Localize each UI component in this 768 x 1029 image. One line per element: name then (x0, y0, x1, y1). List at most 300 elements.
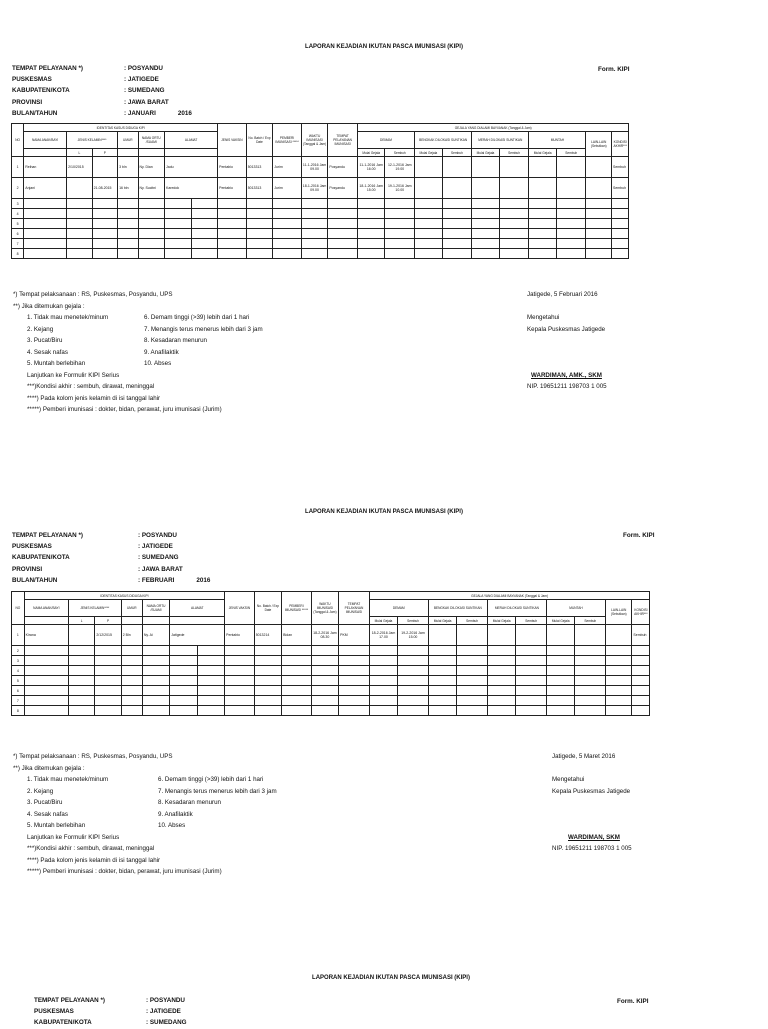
cell-alamat: Karedok (165, 178, 218, 199)
cell-lahir-p: 21-08-2015 (92, 178, 118, 199)
table-row (12, 686, 677, 696)
table-row (12, 696, 677, 706)
cell-empty (165, 239, 192, 249)
cell-empty (218, 239, 247, 249)
cell-empty (121, 676, 142, 686)
cell-empty (273, 239, 302, 249)
alamat-sub-blank (170, 617, 225, 625)
cell-empty (218, 199, 247, 209)
cell-empty (246, 239, 273, 249)
cell-empty (197, 646, 224, 656)
symptom-item: 2. Kejang (27, 787, 54, 795)
header-label: PROVINSI (12, 98, 43, 106)
cell-empty (556, 239, 586, 249)
form-code: Form. KIPI (617, 998, 649, 1005)
cell-empty (428, 696, 456, 706)
cell-empty (311, 656, 338, 666)
symptom-item: 7. Menangis terus menerus lebih dari 3 jam (158, 787, 277, 795)
cell-empty (499, 157, 529, 178)
cell-kondisi: Sembuh (632, 625, 650, 646)
cell-empty (118, 229, 138, 239)
symptom-item: 4. Sesak nafas (27, 810, 68, 818)
cell-empty (138, 249, 165, 259)
cell-empty (328, 229, 358, 239)
cell-empty (246, 209, 273, 219)
cell-empty (556, 229, 586, 239)
cell-empty (385, 249, 415, 259)
mulai-gejala-header: Mulai Gejala (472, 149, 500, 157)
cell-empty (95, 646, 121, 656)
cell-empty (357, 229, 385, 239)
cell-no: 6 (12, 229, 24, 239)
cell-empty (68, 676, 94, 686)
col-p-header: P (95, 617, 121, 625)
cell-empty (457, 696, 488, 706)
cell-empty (606, 696, 632, 706)
cell-empty (457, 656, 488, 666)
cell-empty (191, 239, 218, 249)
cell-no: 1 (12, 625, 25, 646)
note-tempat: *) Tempat pelaksanaan : RS, Puskesmas, Posyandu, UPS (13, 753, 173, 760)
cell-empty (472, 157, 500, 178)
cell-no: 8 (12, 706, 25, 716)
cell-alamat: Jadu (165, 157, 218, 178)
cell-empty (218, 249, 247, 259)
ortu-sub-blank (138, 149, 165, 157)
cell-demam-mulai: 18-1-2016 Jam 15.00 (357, 178, 385, 199)
cell-ortu: Ny. Sucitni (138, 178, 165, 199)
table-row (12, 676, 677, 686)
note-kondisi: ***)Kondisi akhir : sembuh, dirawat, meninggal (27, 845, 155, 852)
cell-empty (499, 199, 529, 209)
cell-empty (357, 219, 385, 229)
header-label: PUSKESMAS (12, 76, 52, 84)
sembuh-header: Sembuh (556, 149, 586, 157)
table-row (12, 219, 655, 229)
cell-empty (118, 209, 138, 219)
cell-empty (24, 686, 68, 696)
header-label: BULAN/TAHUN (12, 109, 58, 117)
umur-sub-blank (121, 617, 142, 625)
cell-empty (191, 209, 218, 219)
signer-nip: NIP. 19651211 198703 1 005 (527, 383, 607, 390)
cell-empty (339, 676, 370, 686)
cell-empty (92, 199, 118, 209)
col-batch-header: No. Batch / Exp Date (254, 592, 281, 625)
cell-empty (499, 239, 529, 249)
cell-empty (197, 656, 224, 666)
note-jenis-kelamin: ****) Pada kolom jenis kelamin di isi tanggal lahir (27, 394, 161, 402)
header-label: KABUPATEN/KOTA (12, 87, 70, 95)
cell-no: 7 (12, 696, 25, 706)
mengetahui: Mengetahui (527, 314, 560, 321)
table-row (12, 178, 655, 199)
cell-no: 1 (12, 157, 24, 178)
kipi-table (11, 123, 655, 259)
cell-empty (457, 646, 488, 656)
cell-empty (398, 646, 429, 656)
form-code: Form. KIPI (598, 66, 630, 73)
cell-empty (339, 696, 370, 706)
cell-empty (357, 209, 385, 219)
cell-empty (575, 706, 606, 716)
symptom-item: 10. Abses (158, 822, 186, 829)
col-ortu-header: NAMA ORTU /SUAMI (142, 600, 169, 617)
table-row (12, 656, 677, 666)
report-title: LAPORAN KEJADIAN IKUTAN PASCA IMUNISASI (KIPI) (305, 44, 463, 50)
cell-no: 2 (12, 646, 25, 656)
cell-empty (95, 686, 121, 696)
symptom-item: 5. Muntah berlebihan (27, 822, 86, 829)
cell-demam-mulai: 18-2-2016 Jam 17.00 (369, 625, 397, 646)
cell-empty (197, 696, 224, 706)
symptom-item: 10. Abses (144, 360, 172, 367)
cell-empty (301, 219, 328, 229)
cell-empty (415, 219, 443, 229)
cell-no: 4 (12, 666, 25, 676)
cell-empty (121, 706, 142, 716)
sembuh-header: Sembuh (499, 149, 529, 157)
cell-empty (369, 646, 397, 656)
header-value: : SUMEDANG (124, 87, 165, 95)
cell-empty (472, 239, 500, 249)
ortu-sub-blank (142, 617, 169, 625)
header-value: : JAWA BARAT (138, 565, 183, 573)
cell-empty (197, 676, 224, 686)
cell-empty (197, 706, 224, 716)
header-value: : JATIGEDE (124, 76, 159, 84)
cell-batch: 5013313 (246, 178, 273, 199)
cell-empty (516, 625, 547, 646)
cell-empty (428, 656, 456, 666)
cell-empty (118, 199, 138, 209)
gejala-header: GEJALA YANG DIALAMI BAYI/ANAK (Tanggal & Jam) (357, 124, 628, 132)
cell-empty (68, 696, 94, 706)
cell-empty (487, 706, 515, 716)
cell-batch: 5013313 (246, 157, 273, 178)
cell-empty (546, 646, 574, 656)
cell-empty (369, 696, 397, 706)
cell-ortu: Ny. Ai (142, 625, 169, 646)
umur-sub-blank (118, 149, 138, 157)
header-value: : POSYANDU (138, 532, 177, 539)
cell-empty (67, 249, 93, 259)
mulai-gejala-header: Mulai Gejala (487, 617, 515, 625)
cell-empty (142, 696, 169, 706)
cell-empty (632, 656, 650, 666)
cell-vaksin: Pentabio (225, 625, 255, 646)
cell-empty (138, 229, 165, 239)
table-row (12, 625, 677, 646)
cell-empty (499, 219, 529, 229)
note-pemberi: *****) Pemberi imunisasi : dokter, bidan, perawat, juru imunisasi (Jurim) (27, 868, 222, 875)
cell-empty (611, 239, 628, 249)
cell-tempat: Posyandu (328, 178, 358, 199)
symptom-item: 4. Sesak nafas (27, 348, 68, 356)
col-demam-header: DEMAM (357, 132, 414, 149)
cell-lahir-p: 2/12/2015 (95, 625, 121, 646)
cell-empty (339, 656, 370, 666)
cell-umur: 3 bln (118, 157, 138, 178)
cell-kondisi: Sembuh (611, 178, 628, 199)
cell-empty (24, 656, 68, 666)
cell-pemberi: Jurim (273, 157, 302, 178)
cell-empty (586, 157, 612, 178)
table-row (12, 199, 655, 209)
header-value: : JAWA BARAT (124, 98, 169, 106)
cell-waktu: 18-1-2016 Jam 09.00 (301, 178, 328, 199)
cell-empty (170, 686, 197, 696)
cell-empty (442, 229, 472, 239)
cell-empty (586, 229, 612, 239)
symptom-item: 2. Kejang (27, 325, 54, 333)
table-row (12, 706, 677, 716)
cell-empty (24, 209, 67, 219)
col-bengkak-header: BENGKAK DILOKASI SUNTIKAN (415, 132, 472, 149)
header-label: TEMPAT PELAYANAN *) (12, 65, 84, 72)
signature-block (527, 289, 607, 393)
col-merah-header: MERAH DILOKASI SUNTIKAN (472, 132, 529, 149)
alamat-sub-blank (165, 149, 218, 157)
cell-empty (339, 646, 370, 656)
cell-demam-sembuh: 19-1-2016 Jam 10.00 (385, 178, 415, 199)
cell-empty (442, 209, 472, 219)
col-lain-header: LAIN-LAIN (Sebutkan) (606, 600, 632, 625)
cell-empty (632, 686, 650, 696)
col-pemberi-header: PEMBERI IMUNISASI ***** (273, 124, 302, 157)
col-batch-header: No. Batch / Exp Date (246, 124, 273, 157)
col-vaksin-header: JENIS VAKSIN (218, 124, 247, 157)
col-tempat-header: TEMPAT PELAYANAN IMUNISASI (339, 592, 370, 625)
cell-empty (575, 646, 606, 656)
mulai-gejala-header: Mulai Gejala (415, 149, 443, 157)
cell-empty (632, 696, 650, 706)
table-row (12, 666, 677, 676)
cell-empty (442, 178, 472, 199)
cell-empty (24, 666, 68, 676)
cell-nama: Kirana (24, 625, 68, 646)
notes-section (13, 289, 263, 416)
symptom-item: 1. Tidak mau menetek/minum (27, 314, 109, 321)
cell-empty (546, 625, 574, 646)
cell-empty (428, 666, 456, 676)
note-pemberi: *****) Pemberi imunisasi : dokter, bidan, perawat, juru imunisasi (Jurim) (27, 406, 222, 413)
cell-empty (487, 676, 515, 686)
cell-empty (67, 199, 93, 209)
cell-tempat: Posyandu (328, 157, 358, 178)
cell-empty (24, 199, 67, 209)
signature-block (552, 751, 632, 855)
cell-empty (170, 656, 197, 666)
cell-empty (487, 646, 515, 656)
col-nama-header: NAMA ANAK/BAYI (24, 132, 67, 149)
cell-empty (95, 696, 121, 706)
cell-empty (282, 676, 312, 686)
cell-empty (67, 219, 93, 229)
cell-umur: 16 bln (118, 178, 138, 199)
cell-empty (138, 209, 165, 219)
cell-kondisi: Sembuh (611, 157, 628, 178)
cell-empty (225, 656, 255, 666)
cell-empty (142, 706, 169, 716)
cell-empty (311, 666, 338, 676)
report-header (12, 530, 210, 586)
cell-empty (457, 686, 488, 696)
cell-empty (428, 676, 456, 686)
cell-empty (24, 706, 68, 716)
cell-empty (273, 229, 302, 239)
cell-empty (611, 199, 628, 209)
cell-pemberi: Jurim (273, 178, 302, 199)
col-kondisi-header: KONDISI AKHIR*** (611, 132, 628, 157)
cell-empty (415, 249, 443, 259)
cell-lahir-p (92, 157, 118, 178)
cell-empty (606, 676, 632, 686)
cell-empty (632, 676, 650, 686)
cell-empty (611, 209, 628, 219)
cell-empty (165, 199, 192, 209)
cell-empty (67, 209, 93, 219)
cell-empty (67, 229, 93, 239)
cell-empty (339, 706, 370, 716)
cell-empty (273, 199, 302, 209)
cell-empty (472, 199, 500, 209)
cell-empty (92, 219, 118, 229)
cell-vaksin: Pentabio (218, 178, 247, 199)
cell-ortu: Ny. Dian (138, 157, 165, 178)
cell-empty (282, 706, 312, 716)
identitas-header: IDENTITAS KASUS DIDUGA KIPI (24, 592, 225, 600)
header-label: TEMPAT PELAYANAN *) (12, 532, 84, 539)
table-row (12, 229, 655, 239)
cell-empty (499, 229, 529, 239)
cell-vaksin: Pentabio (218, 157, 247, 178)
cell-empty (254, 686, 281, 696)
cell-empty (311, 706, 338, 716)
cell-empty (546, 686, 574, 696)
cell-lahir-l (67, 178, 93, 199)
header-label: TEMPAT PELAYANAN *) (34, 997, 106, 1004)
cell-empty (556, 209, 586, 219)
cell-empty (138, 199, 165, 209)
cell-empty (529, 209, 557, 219)
col-jenis-kelamin-header: JENIS KELAMIN**** (68, 600, 121, 617)
cell-empty (328, 239, 358, 249)
cell-empty (170, 706, 197, 716)
cell-empty (632, 646, 650, 656)
cell-empty (499, 178, 529, 199)
cell-empty (487, 696, 515, 706)
cell-empty (67, 239, 93, 249)
cell-empty (556, 157, 586, 178)
cell-empty (311, 696, 338, 706)
nama-sub-blank (24, 149, 67, 157)
cell-empty (457, 706, 488, 716)
cell-empty (442, 199, 472, 209)
cell-empty (282, 686, 312, 696)
cell-empty (529, 199, 557, 209)
table-row (12, 239, 655, 249)
cell-empty (457, 625, 488, 646)
cell-empty (546, 656, 574, 666)
cell-empty (369, 676, 397, 686)
cell-waktu: 18-2-2016 Jam 08.30 (311, 625, 338, 646)
cell-empty (415, 199, 443, 209)
cell-empty (301, 239, 328, 249)
cell-tempat: PKM (339, 625, 370, 646)
cell-empty (254, 676, 281, 686)
cell-empty (487, 686, 515, 696)
table-row (12, 157, 655, 178)
table-row (12, 209, 655, 219)
cell-waktu: 11-1-2016 Jam 09.00 (301, 157, 328, 178)
cell-empty (328, 199, 358, 209)
sembuh-header: Sembuh (575, 617, 606, 625)
cell-empty (92, 229, 118, 239)
cell-empty (546, 676, 574, 686)
cell-empty (282, 666, 312, 676)
nama-sub-blank (24, 617, 68, 625)
cell-empty (529, 219, 557, 229)
cell-empty (472, 219, 500, 229)
cell-empty (254, 656, 281, 666)
cell-empty (611, 229, 628, 239)
cell-no: 4 (12, 209, 24, 219)
cell-empty (218, 209, 247, 219)
signer-name: WARDIMAN, AMK., SKM (531, 371, 602, 379)
gejala-header: GEJALA YANG DIALAMI BAYI/ANAK (Tanggal & Jam) (369, 592, 650, 600)
cell-empty (301, 209, 328, 219)
header-value: : SUMEDANG (138, 554, 179, 562)
cell-umur: 2 Bln (121, 625, 142, 646)
cell-empty (398, 686, 429, 696)
cell-empty (575, 666, 606, 676)
cell-empty (385, 229, 415, 239)
cell-empty (398, 656, 429, 666)
sembuh-header: Sembuh (398, 617, 429, 625)
symptom-item: 7. Menangis terus menerus lebih dari 3 jam (144, 325, 263, 333)
col-no-header: NO (12, 124, 24, 157)
header-label: KABUPATEN/KOTA (12, 554, 70, 562)
mulai-gejala-header: Mulai Gejala (369, 617, 397, 625)
cell-empty (516, 666, 547, 676)
cell-empty (516, 646, 547, 656)
cell-empty (24, 249, 67, 259)
cell-empty (556, 249, 586, 259)
col-l-header: L (68, 617, 94, 625)
cell-empty (328, 249, 358, 259)
cell-empty (606, 666, 632, 676)
col-demam-header: DEMAM (369, 600, 428, 617)
cell-empty (586, 178, 612, 199)
cell-empty (254, 666, 281, 676)
cell-empty (398, 706, 429, 716)
cell-empty (95, 706, 121, 716)
cell-empty (218, 229, 247, 239)
cell-empty (385, 239, 415, 249)
cell-empty (472, 209, 500, 219)
cell-empty (142, 666, 169, 676)
place-date: Jatigede, 5 Maret 2016 (552, 753, 616, 760)
cell-empty (606, 625, 632, 646)
header-value: : JANUARI (124, 109, 156, 117)
sembuh-header: Sembuh (385, 149, 415, 157)
cell-empty (246, 249, 273, 259)
cell-empty (529, 249, 557, 259)
kepala-title: Kepala Puskesmas Jatigede (552, 787, 631, 795)
cell-demam-mulai: 11-1-2016 Jam 16.00 (357, 157, 385, 178)
cell-empty (516, 686, 547, 696)
